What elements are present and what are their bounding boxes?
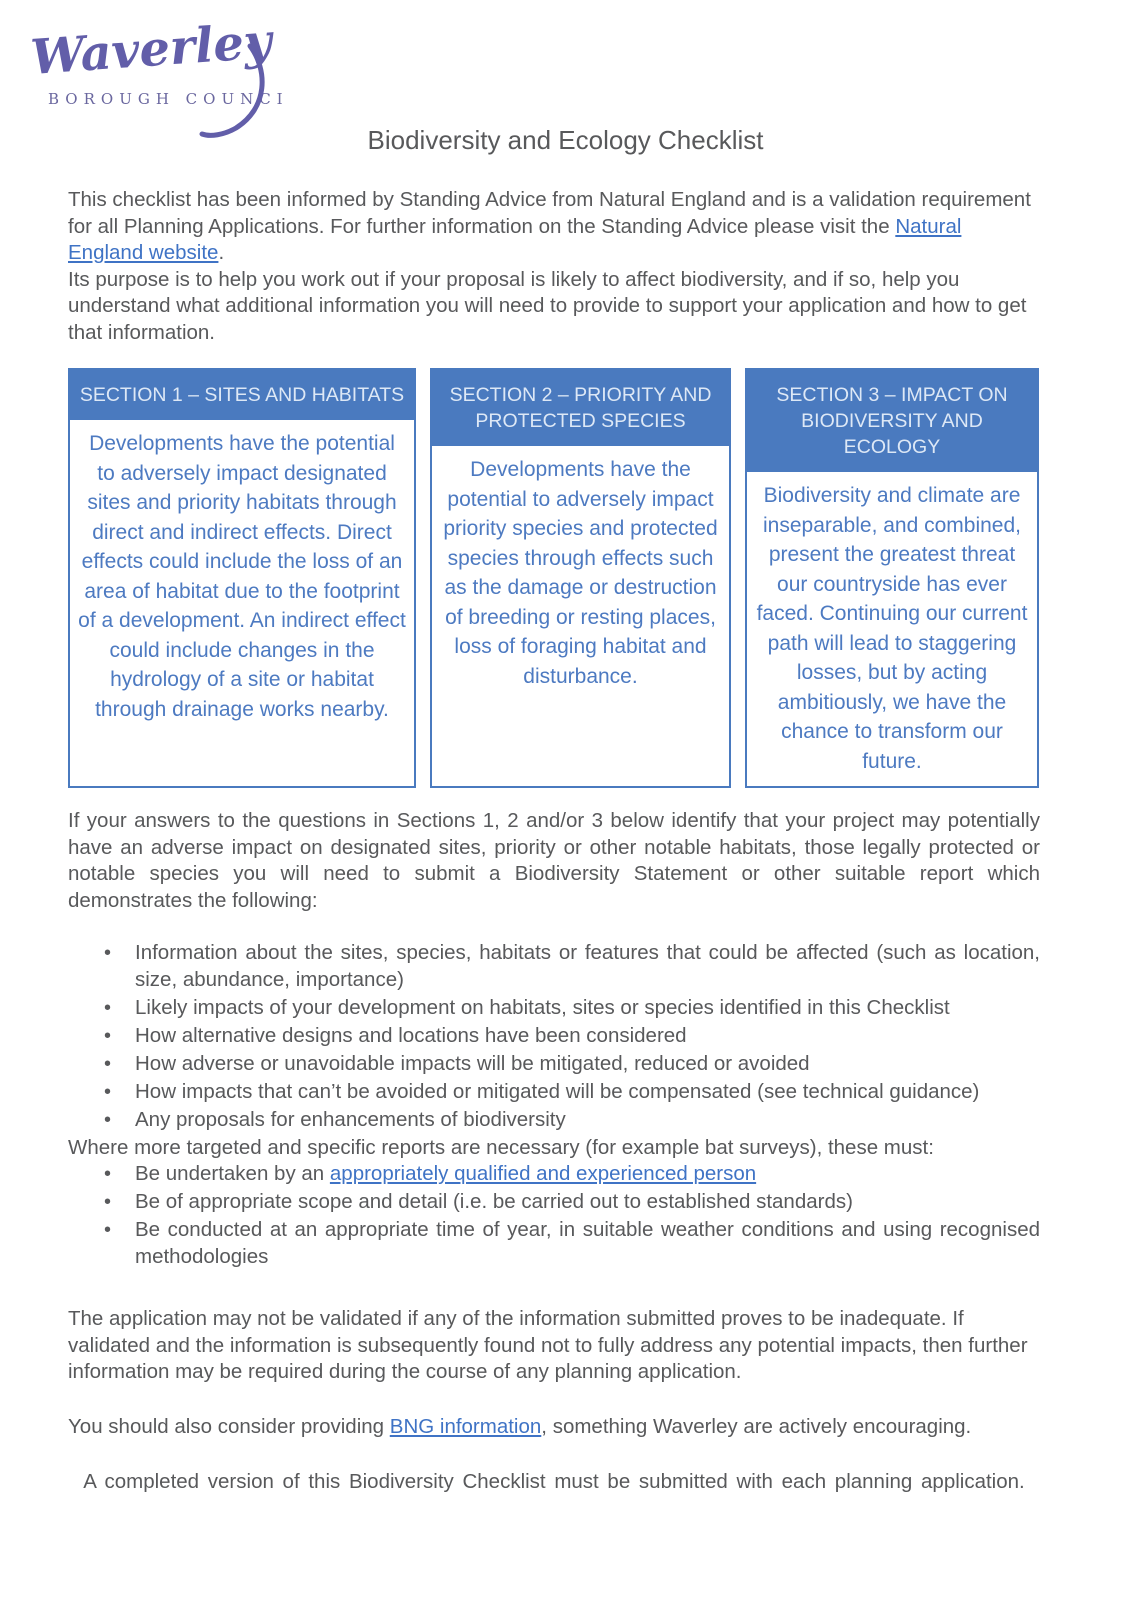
waverley-logo [24,8,284,158]
requirement-text: How adverse or unavoidable impacts will be mitigated, reduced or avoided [135,1051,810,1075]
bng-paragraph [68,1414,1040,1441]
requirement-text: Any proposals for enhancements of biodiversity [135,1107,566,1131]
requirement-text: Likely impacts of your development on habitats, sites or species identified in this Checklist [135,995,950,1019]
bullet-icon: • [104,1163,112,1185]
bullet-icon: • [104,1219,112,1241]
bullet-icon: • [104,1191,112,1213]
report-requirement-item [68,1161,1040,1188]
bullet-icon: • [104,1052,112,1075]
waverley-logo-graphic [24,8,284,158]
intro-text-after-link: . [218,241,225,264]
section-cards-row [68,368,1040,788]
requirement-item [68,1051,1040,1078]
requirement-item [68,1107,1040,1134]
logo-wordmark: Waverley [28,13,274,86]
requirement-item [68,1023,1040,1050]
requirements-list [68,940,1040,1133]
bullet-icon: • [104,1108,112,1131]
logo-subtitle: BOROUGH COUNCIL [48,90,284,108]
section-1-body: Developments have the potential to adversely impact designated sites and priority habitats through direct and indirect effects. Direct effects could include the loss of an area of habitat due to the footprint of a development. An indirect effect could include changes in the hydrology of a site or habitat through drainage works nearby. [78,432,406,721]
natural-england-website-link[interactable]: Natural England website [68,214,962,264]
purpose-paragraph: Its purpose is to help you work out if your proposal is likely to affect biodiversity, and if so, help you understand what additional information you will need to provide to support your application and how to get that information. [68,267,1027,344]
section-2-card [430,368,731,788]
intro-paragraph [68,187,1040,267]
report-requirement-text [135,1161,1040,1188]
report-requirement-item [68,1189,1040,1216]
report-requirement-text: Be of appropriate scope and detail (i.e. be carried out to established standards) [135,1190,853,1213]
section-2-body: Developments have the potential to adversely impact priority species and protected species through effects such as the damage or destruction of breeding or resting places, loss of foraging habitat and disturbance. [443,458,718,688]
requirement-item [68,995,1040,1022]
report-requirements-list [68,1161,1040,1270]
bng-text-before-link: You should also consider providing [68,1414,390,1438]
qualified-person-link[interactable]: appropriately qualified and experienced person [329,1162,757,1185]
section-3-card [745,368,1039,788]
bng-text-after-link: , something Waverley are actively encouraging. [541,1414,972,1438]
bullet-icon: • [104,1080,112,1103]
section-1-card [68,368,416,788]
requirement-item [68,1079,1040,1106]
reports-intro-line: Where more targeted and specific reports are necessary (for example bat surveys), these must: [68,1135,934,1159]
closing-statement: A completed version of this Biodiversity Checklist must be submitted with each planning application. [83,1470,1025,1493]
requirement-item [68,940,1040,993]
requirement-text: How alternative designs and locations have been considered [135,1023,687,1047]
report-requirement-text: Be conducted at an appropriate time of year, in suitable weather conditions and using recognised methodologies [135,1218,1040,1268]
bullet-icon: • [104,1024,112,1047]
bng-information-link[interactable]: BNG information [389,1414,542,1438]
bullet-icon: • [104,996,112,1019]
intro-text-before-link: This checklist has been informed by Standing Advice from Natural England and is a validation requirement for all Planning Applications. For further information on the Standing Advice please visit the [68,188,1031,238]
requirement-text: Information about the sites, species, habitats or features that could be affected (such as location, size, abundance, importance) [135,941,1040,991]
bullet-icon: • [104,942,112,964]
section-1-header: SECTION 1 – SITES AND HABITATS [70,370,414,420]
section-2-header: SECTION 2 – PRIORITY AND PROTECTED SPECIES [432,370,729,446]
page-title: Biodiversity and Ecology Checklist [367,125,764,155]
requirement-text: How impacts that can’t be avoided or mitigated will be compensated (see technical guidance) [135,1079,980,1103]
document-content [0,187,1131,1496]
section-3-body: Biodiversity and climate are inseparable, and combined, present the greatest threat our countryside has ever faced. Continuing our current path will lead to staggering losses, but by acting ambitiously, we have the chance to transform our future. [756,484,1028,773]
report-requirement-text-before-link: Be undertaken by an [135,1162,330,1185]
report-requirement-item [68,1217,1040,1270]
section-3-header: SECTION 3 – IMPACT ON BIODIVERSITY AND ECOLOGY [747,370,1037,472]
biodiversity-statement-paragraph: If your answers to the questions in Sections 1, 2 and/or 3 below identify that your project may potentially have an adverse impact on designated sites, priority or other notable habitats, those legally protected or notable species you will need to submit a Biodiversity Statement or other suitable report which demonstrates the following: [68,809,1040,912]
validation-paragraph: The application may not be validated if any of the information submitted proves to be inadequate. If validated and the information is subsequently found not to fully address any potential impacts, then further information may be required during the course of any planning application. [68,1307,1028,1383]
